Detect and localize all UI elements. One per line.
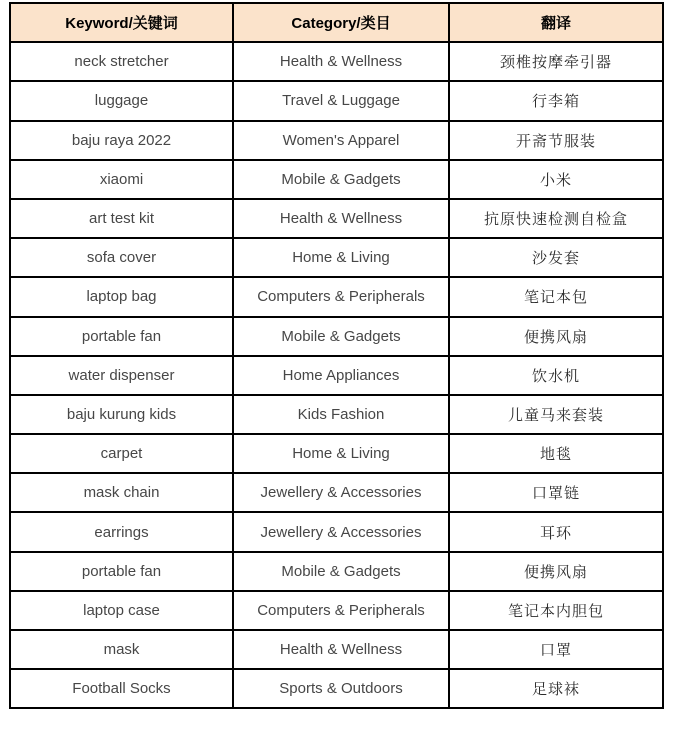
table-row <box>10 238 663 277</box>
translation-cell: 颈椎按摩牵引器 <box>449 42 663 81</box>
table-row <box>10 591 663 630</box>
keyword-cell: xiaomi <box>10 160 233 199</box>
category-cell: Travel & Luggage <box>233 81 449 120</box>
translation-cell: 抗原快速检测自检盒 <box>449 199 663 238</box>
keyword-cell: art test kit <box>10 199 233 238</box>
table-row <box>10 512 663 551</box>
translation-cell: 饮水机 <box>449 356 663 395</box>
category-cell: Kids Fashion <box>233 395 449 434</box>
table-row <box>10 395 663 434</box>
keyword-cell: portable fan <box>10 317 233 356</box>
table-row <box>10 669 663 708</box>
table-row <box>10 473 663 512</box>
header-keyword: Keyword/关键词 <box>10 3 233 42</box>
keyword-cell: luggage <box>10 81 233 120</box>
table-row <box>10 160 663 199</box>
category-cell: Mobile & Gadgets <box>233 552 449 591</box>
category-cell: Health & Wellness <box>233 630 449 669</box>
table-row <box>10 42 663 81</box>
keyword-cell: carpet <box>10 434 233 473</box>
keyword-category-table <box>9 2 664 709</box>
keyword-cell: baju kurung kids <box>10 395 233 434</box>
header-category: Category/类目 <box>233 3 449 42</box>
translation-cell: 地毯 <box>449 434 663 473</box>
keyword-cell: neck stretcher <box>10 42 233 81</box>
keyword-cell: earrings <box>10 512 233 551</box>
translation-cell: 耳环 <box>449 512 663 551</box>
keyword-cell: mask chain <box>10 473 233 512</box>
translation-cell: 口罩 <box>449 630 663 669</box>
keyword-cell: water dispenser <box>10 356 233 395</box>
table-row <box>10 434 663 473</box>
translation-cell: 笔记本内胆包 <box>449 591 663 630</box>
keyword-cell: Football Socks <box>10 669 233 708</box>
translation-cell: 口罩链 <box>449 473 663 512</box>
translation-cell: 行李箱 <box>449 81 663 120</box>
category-cell: Jewellery & Accessories <box>233 512 449 551</box>
table-row <box>10 552 663 591</box>
category-cell: Home & Living <box>233 434 449 473</box>
translation-cell: 笔记本包 <box>449 277 663 316</box>
table-row <box>10 199 663 238</box>
category-cell: Mobile & Gadgets <box>233 317 449 356</box>
keyword-cell: laptop case <box>10 591 233 630</box>
header-row <box>10 3 663 42</box>
translation-cell: 沙发套 <box>449 238 663 277</box>
translation-cell: 儿童马来套装 <box>449 395 663 434</box>
keyword-cell: mask <box>10 630 233 669</box>
category-cell: Computers & Peripherals <box>233 277 449 316</box>
category-cell: Sports & Outdoors <box>233 669 449 708</box>
table-row <box>10 356 663 395</box>
translation-cell: 小米 <box>449 160 663 199</box>
translation-cell: 便携风扇 <box>449 317 663 356</box>
header-translation: 翻译 <box>449 3 663 42</box>
table-row <box>10 81 663 120</box>
category-cell: Women's Apparel <box>233 121 449 160</box>
keyword-cell: portable fan <box>10 552 233 591</box>
keyword-cell: laptop bag <box>10 277 233 316</box>
category-cell: Computers & Peripherals <box>233 591 449 630</box>
keyword-cell: sofa cover <box>10 238 233 277</box>
category-cell: Home Appliances <box>233 356 449 395</box>
category-cell: Health & Wellness <box>233 199 449 238</box>
table-row <box>10 277 663 316</box>
category-cell: Jewellery & Accessories <box>233 473 449 512</box>
category-cell: Mobile & Gadgets <box>233 160 449 199</box>
table-row <box>10 317 663 356</box>
category-cell: Home & Living <box>233 238 449 277</box>
translation-cell: 便携风扇 <box>449 552 663 591</box>
table-row <box>10 630 663 669</box>
translation-cell: 开斋节服装 <box>449 121 663 160</box>
category-cell: Health & Wellness <box>233 42 449 81</box>
table-row <box>10 121 663 160</box>
translation-cell: 足球袜 <box>449 669 663 708</box>
keyword-cell: baju raya 2022 <box>10 121 233 160</box>
